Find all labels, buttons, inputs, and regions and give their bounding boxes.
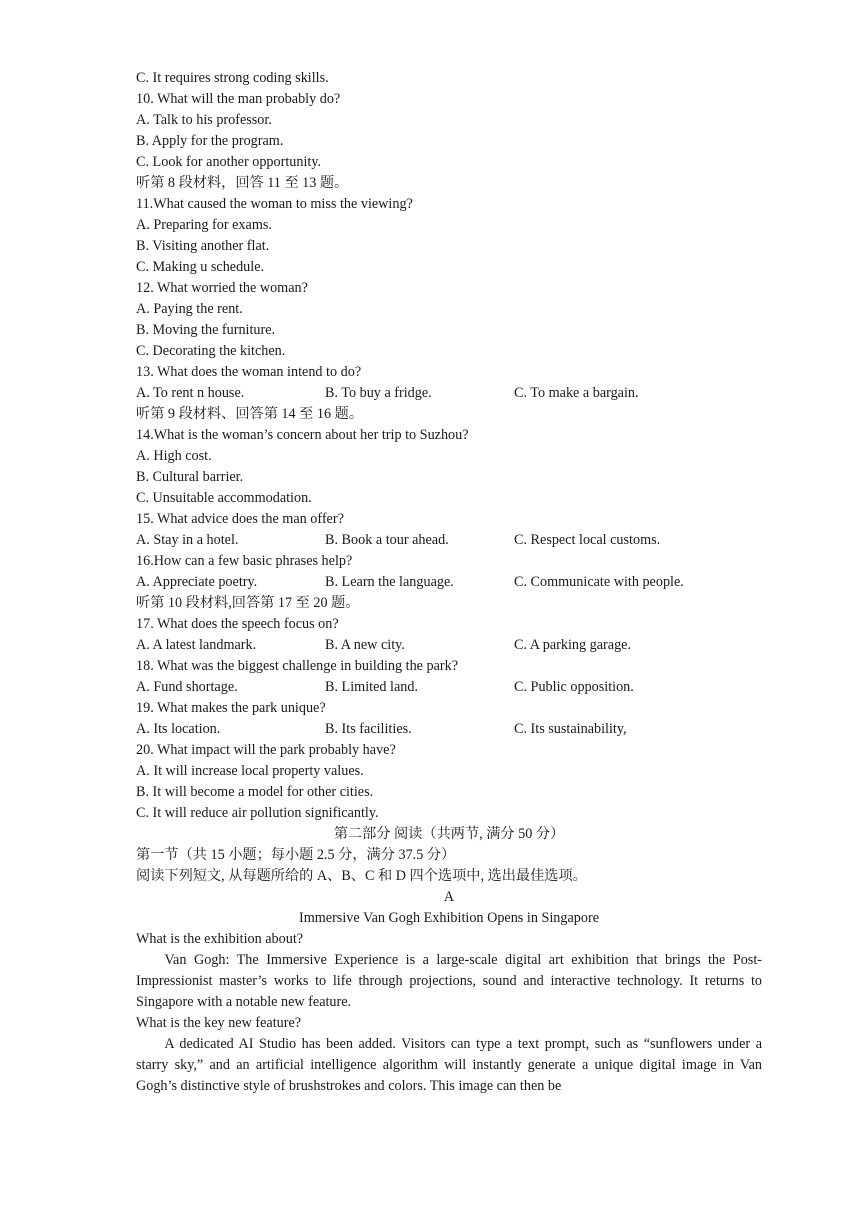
question-10: 10. What will the man probably do? (136, 91, 341, 107)
option-c: C. A parking garage. (514, 637, 632, 653)
section-header-10: 听第 10 段材料,回答第 17 至 20 题。 (136, 595, 360, 611)
option-b: B. A new city. (325, 637, 405, 653)
option-line: C. Look for another opportunity. (136, 154, 322, 170)
passage-title: Immersive Van Gogh Exhibition Opens in Singapore (298, 910, 599, 926)
option-c: C. Its sustainability, (514, 721, 627, 737)
passage-paragraph: A dedicated AI Studio has been added. Visitors can type a text prompt, such as “sunflowers under a starry sky,” and an artificial intelligence algorithm will instantly generate a unique digital image in Van Gogh’s distinctive style of brushstrokes and colors. This image can then be (136, 1036, 762, 1094)
option-line: B. Moving the furniture. (136, 322, 276, 338)
question-19: 19. What makes the park unique? (136, 700, 326, 716)
option-line: C. It will reduce air pollution significantly. (136, 805, 379, 821)
option-line: C. Making u schedule. (136, 259, 265, 275)
section-header-9: 听第 9 段材料、回答第 14 至 16 题。 (136, 406, 364, 422)
option-line: B. It will become a model for other cities. (136, 784, 374, 800)
q17-options (136, 635, 762, 656)
question-17: 17. What does the speech focus on? (136, 616, 339, 632)
exam-page (136, 68, 762, 1097)
part-two-title: 第二部分 阅读（共两节, 满分 50 分） (333, 826, 565, 842)
q15-options (136, 530, 762, 551)
question-14: 14.What is the woman’s concern about her trip to Suzhou? (136, 427, 469, 443)
question-20: 20. What impact will the park probably have? (136, 742, 396, 758)
q19-options (136, 719, 762, 740)
question-18: 18. What was the biggest challenge in building the park? (136, 658, 459, 674)
q13-options (136, 383, 762, 404)
option-b: B. Its facilities. (325, 721, 412, 737)
reading-instructions: 阅读下列短文, 从每题所给的 A、B、C 和 D 四个选项中, 选出最佳选项。 (136, 868, 587, 884)
option-b: B. Learn the language. (325, 574, 454, 590)
option-a: A. Appreciate poetry. (136, 574, 258, 590)
option-c: C. Communicate with people. (514, 574, 684, 590)
option-line: B. Cultural barrier. (136, 469, 244, 485)
option-a: A. Its location. (136, 721, 221, 737)
passage-letter: A (443, 889, 455, 905)
q18-options (136, 677, 762, 698)
passage-paragraph: Van Gogh: The Immersive Experience is a large-scale digital art exhibition that brings the Post-Impressionist master’s works to life through projections, sound and interactive technology. It returns to Singapore with a notable new feature. (136, 952, 762, 1010)
option-a: A. To rent n house. (136, 385, 245, 401)
option-line: B. Visiting another flat. (136, 238, 270, 254)
option-b: B. To buy a fridge. (325, 385, 432, 401)
question-16: 16.How can a few basic phrases help? (136, 553, 353, 569)
section-one-title: 第一节（共 15 小题；每小题 2.5 分，满分 37.5 分） (136, 847, 456, 863)
option-c: C. Public opposition. (514, 679, 634, 695)
option-line: C. Decorating the kitchen. (136, 343, 286, 359)
option-a: A. A latest landmark. (136, 637, 257, 653)
option-line: A. Talk to his professor. (136, 112, 272, 128)
passage-heading: What is the key new feature? (136, 1015, 302, 1031)
option-b: B. Limited land. (325, 679, 418, 695)
option-a: A. Stay in a hotel. (136, 532, 239, 548)
option-c: C. To make a bargain. (514, 385, 639, 401)
option-line: C. Unsuitable accommodation. (136, 490, 312, 506)
question-11: 11.What caused the woman to miss the viewing? (136, 196, 413, 212)
q16-options (136, 572, 762, 593)
option-line: A. Preparing for exams. (136, 217, 272, 233)
question-13: 13. What does the woman intend to do? (136, 364, 362, 380)
option-line: B. Apply for the program. (136, 133, 284, 149)
option-line: A. It will increase local property values. (136, 763, 364, 779)
option-b: B. Book a tour ahead. (325, 532, 449, 548)
passage-heading: What is the exhibition about? (136, 931, 304, 947)
text-line: C. It requires strong coding skills. (136, 70, 329, 86)
section-header-8: 听第 8 段材料，回答 11 至 13 题。 (136, 175, 349, 191)
question-12: 12. What worried the woman? (136, 280, 308, 296)
option-line: A. High cost. (136, 448, 212, 464)
question-15: 15. What advice does the man offer? (136, 511, 344, 527)
option-c: C. Respect local customs. (514, 532, 661, 548)
option-a: A. Fund shortage. (136, 679, 238, 695)
option-line: A. Paying the rent. (136, 301, 243, 317)
